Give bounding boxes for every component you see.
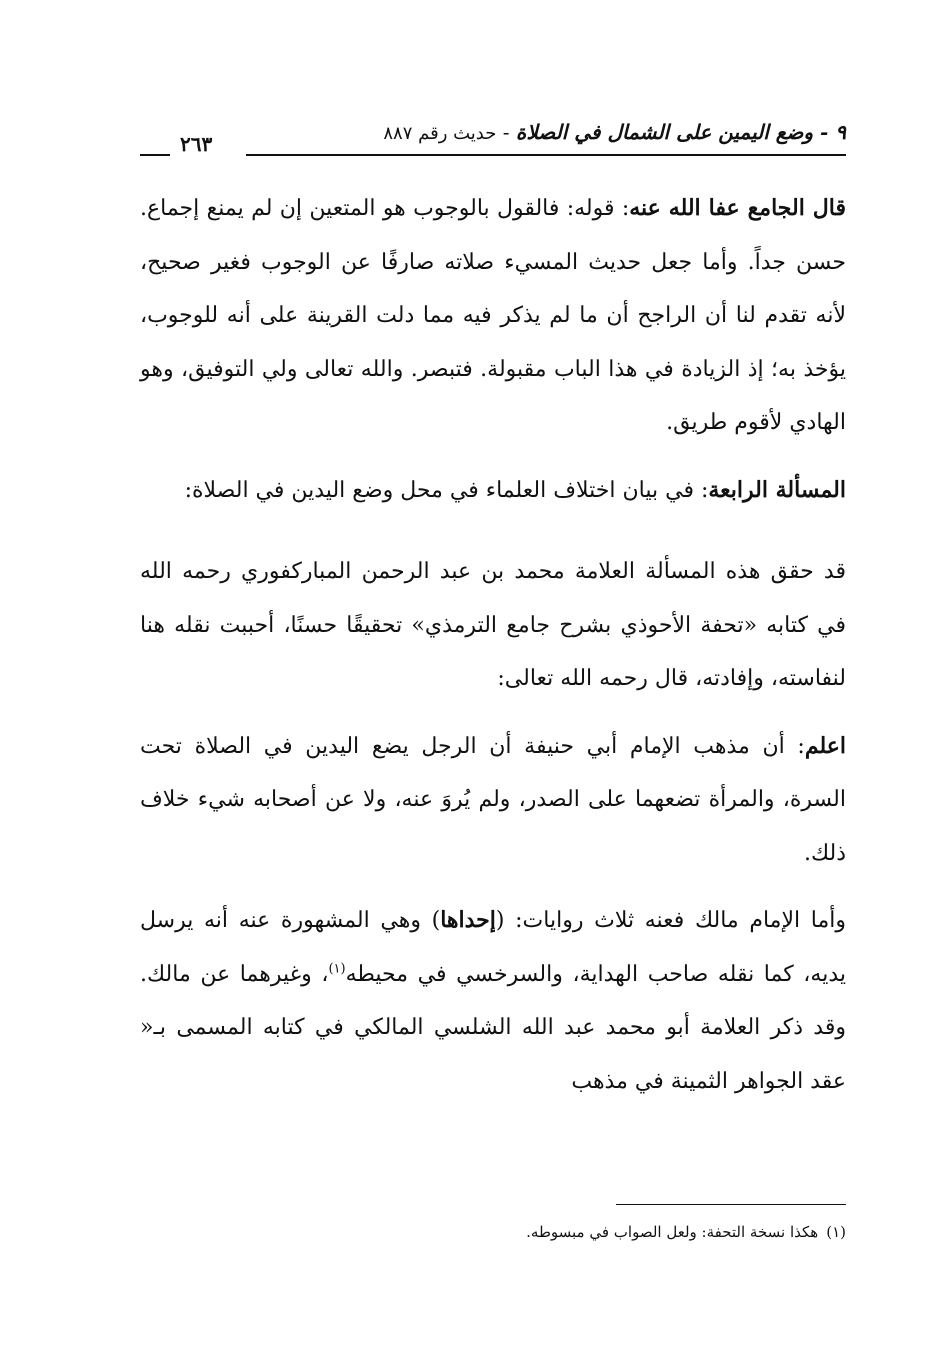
paragraph — [140, 720, 846, 881]
header-separator: - — [496, 120, 516, 144]
page-number-rule — [140, 154, 170, 156]
paragraph-text: : في بيان اختلاف العلماء في محل وضع اليدين في الصلاة: — [184, 477, 709, 503]
page-number: ٢٦٣ — [180, 132, 213, 156]
paragraph — [140, 545, 846, 706]
header-hadith-ref: حديث رقم ٨٨٧ — [383, 123, 497, 144]
footnote-marker[interactable]: (١) — [328, 961, 346, 977]
paragraph-text: ) وهي المشهورة عنه أنه يرسل يديه، كما نقله صاحب الهداية، والسرخسي في محيطه — [140, 908, 846, 987]
paragraph-emphasis: إحداها — [440, 907, 496, 933]
paragraph-lead: المسألة الرابعة — [708, 476, 846, 503]
paragraph-text: ، وغيرهما عن مالك. وقد ذكر العلامة أبو محمد عبد الله الشلسي المالكي في كتابه المسمى بـ« عقد الجواهر الثمينة في مذهب — [140, 961, 846, 1094]
paragraph — [140, 464, 846, 518]
paragraph-lead: قال الجامع عفا الله عنه — [629, 195, 846, 221]
footnote-number: (١) — [826, 1223, 846, 1241]
header-rule — [246, 154, 846, 156]
running-header — [140, 112, 846, 156]
main-text — [140, 182, 846, 1108]
paragraph-text: وأما الإمام مالك فعنه ثلاث روايات: ( — [495, 908, 847, 933]
paragraph-text: : قوله: فالقول بالوجوب هو المتعين إن لم يمنع إجماع. حسن جداً. وأما جعل حديث المسيء صلاته صارفًا عن الوجوب فغير صحيح، لأنه تقدم لنا أن الراجح أن ما لم يذكر فيه مما دلت القرينة على أنه للوجوب، يؤخذ به؛ إذ الزيادة في هذا الباب مقبولة. فتبصر. والله تعالى ولي التوفيق، وهو الهادي لأقوم طريق. — [140, 196, 846, 435]
header-chapter: ٩ - وضع اليمين على الشمال في الصلاة — [515, 120, 846, 144]
paragraph — [140, 894, 846, 1108]
paragraph-text: : أن مذهب الإمام أبي حنيفة أن الرجل يضع اليدين في الصلاة تحت السرة، والمرأة تضعهما على الصدر، ولم يُروَ عنه، ولا عن أصحابه شيء خلاف ذلك. — [140, 733, 846, 866]
paragraph-text: قد حقق هذه المسألة العلامة محمد بن عبد الرحمن المباركفوري رحمه الله في كتابه «تحفة الأحوذي بشرح جامع الترمذي» تحقيقًا حسنًا، أحببت نقله هنا لنفاسته، وإفادته، قال رحمه الله تعالى: — [140, 559, 846, 691]
footnote-text: هكذا نسخة التحفة: ولعل الصواب في مبسوطه. — [526, 1223, 819, 1241]
header-title — [383, 120, 846, 144]
footnote — [346, 1220, 846, 1244]
paragraph-lead: اعلم — [804, 732, 846, 759]
footnote-rule — [616, 1204, 846, 1205]
paragraph — [140, 182, 846, 450]
